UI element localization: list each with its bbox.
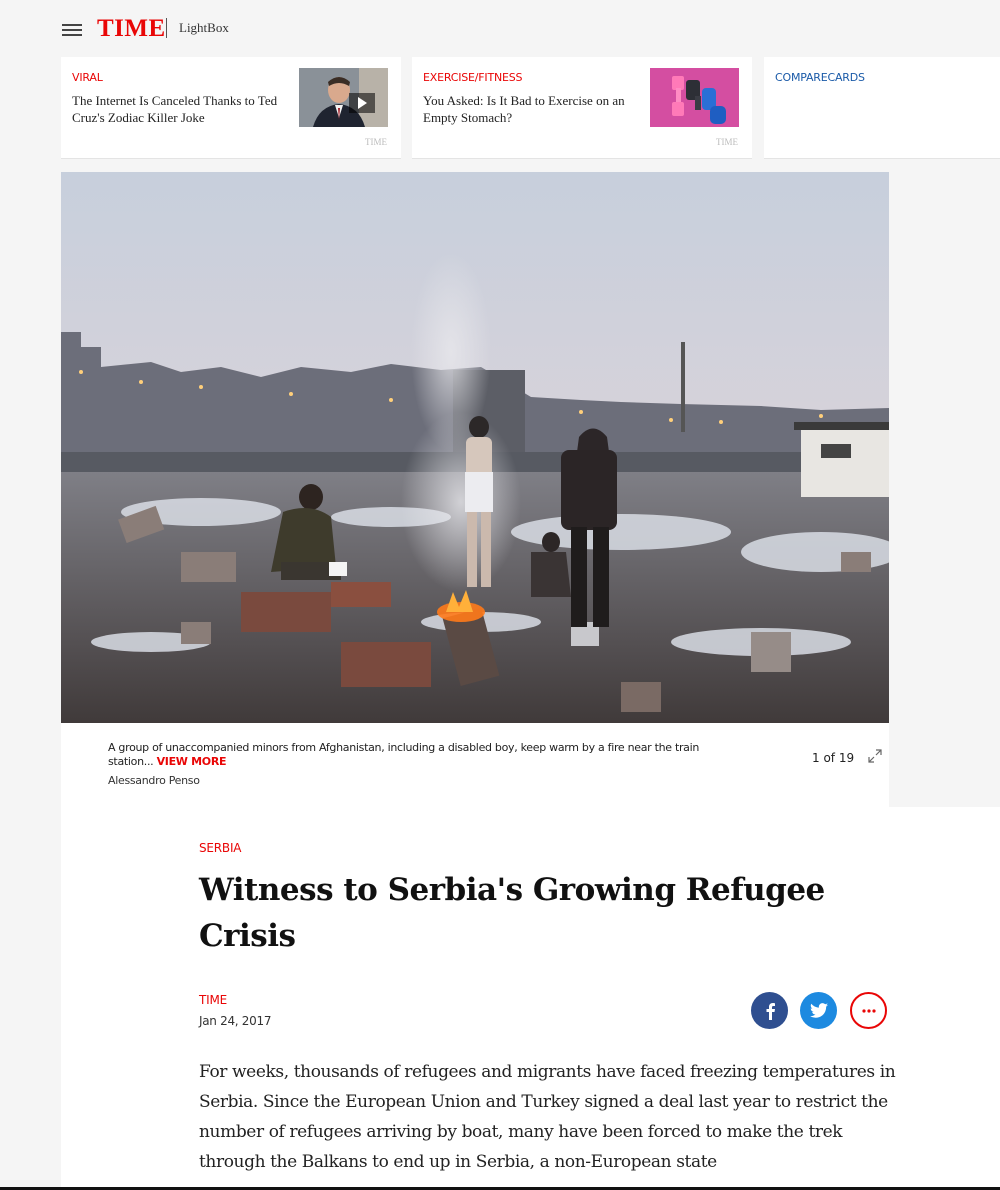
twitter-icon — [810, 1003, 828, 1018]
caption-text: A group of unaccompanied minors from Afghanistan, including a disabled boy, keep warm by a fire near the train station... — [108, 741, 700, 768]
time-logo[interactable]: TIME — [97, 15, 166, 42]
facebook-share-button[interactable] — [751, 992, 788, 1029]
section-name[interactable]: LightBox — [179, 20, 229, 35]
promo-headline[interactable]: You Asked: Is It Bad to Exercise on an Empty Stomach? — [423, 93, 625, 125]
promo-source: TIME — [365, 137, 387, 147]
logo-divider — [166, 18, 167, 38]
gallery-photo[interactable] — [61, 172, 889, 723]
dumbbells-icon — [650, 68, 739, 127]
top-bar — [0, 0, 1000, 60]
article-title: Witness to Serbia's Growing Refugee Crisis — [199, 872, 825, 954]
article — [61, 807, 1000, 1190]
promo-headline[interactable]: The Internet Is Canceled Thanks to Ted Cruz's Zodiac Killer Joke — [72, 93, 278, 125]
photo-credit: Alessandro Penso — [108, 774, 200, 787]
promo-card-fitness[interactable] — [412, 57, 752, 159]
view-more-link[interactable]: VIEW MORE — [156, 755, 227, 768]
promo-category[interactable]: COMPARECARDS — [775, 71, 865, 84]
article-date: Jan 24, 2017 — [199, 1014, 272, 1028]
expand-icon[interactable] — [867, 748, 883, 764]
menu-icon[interactable] — [62, 24, 82, 38]
facebook-icon — [763, 1002, 777, 1020]
promo-card-comparecards[interactable] — [764, 57, 1000, 159]
gallery-counter: 1 of 19 — [812, 751, 855, 765]
promo-source: TIME — [716, 137, 738, 147]
twitter-share-button[interactable] — [800, 992, 837, 1029]
gallery-caption-bar — [61, 723, 889, 807]
promo-card-viral[interactable] — [61, 57, 401, 159]
more-dots-icon — [861, 1009, 877, 1013]
promo-thumbnail[interactable] — [650, 68, 739, 127]
article-body: For weeks, thousands of refugees and migrants have faced freezing temperatures in Serbia. Since the European Union and Turkey signed a deal last year to restrict the number of refugees arriving by boat, many have been forced to make the trek through the Balkans to end up in Serbia, a non-European state — [199, 1062, 896, 1172]
more-share-button[interactable] — [850, 992, 887, 1029]
video-play-icon — [349, 93, 375, 113]
article-byline[interactable]: TIME — [199, 993, 228, 1007]
article-kicker[interactable]: SERBIA — [199, 841, 242, 855]
photo-caption — [108, 741, 708, 769]
promo-thumbnail[interactable] — [299, 68, 388, 127]
promo-category: VIRAL — [72, 71, 103, 84]
promo-category: EXERCISE/FITNESS — [423, 71, 523, 84]
